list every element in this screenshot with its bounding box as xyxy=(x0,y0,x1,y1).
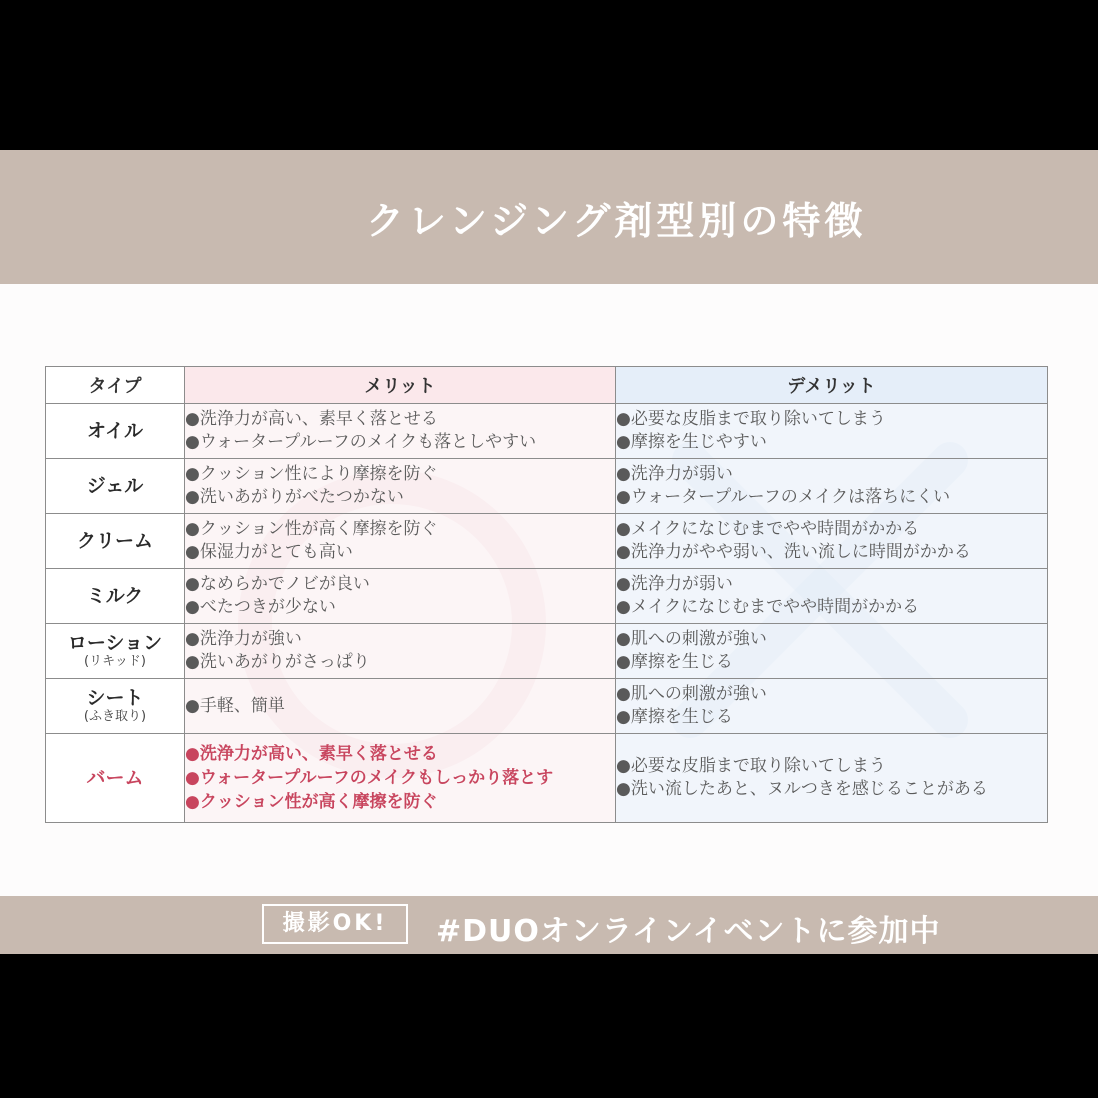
merit-cell xyxy=(185,624,616,679)
merit-item: ●手軽、簡単 xyxy=(185,695,285,716)
table-row-milk xyxy=(46,569,1048,624)
demerit-item: ●必要な皮脂まで取り除いてしまう xyxy=(616,756,886,776)
type-sublabel: (ふき取り) xyxy=(83,709,147,724)
demerit-item: ●洗い流したあと、ヌルつきを感じることがある xyxy=(616,779,988,799)
slide-title: クレンジング剤型別の特徴 xyxy=(366,199,867,243)
merit-item: ●保湿力がとても高い xyxy=(185,542,353,562)
type-sublabel: (リキッド) xyxy=(84,654,146,669)
photo-ok-badge: 撮影OK! xyxy=(262,904,408,944)
type-cell xyxy=(46,569,185,624)
type-cell xyxy=(46,459,185,514)
demerit-cell xyxy=(616,459,1048,514)
demerit-item: ●摩擦を生じる xyxy=(616,707,733,727)
demerit-item: ●肌への刺激が強い xyxy=(616,629,767,649)
demerit-cell xyxy=(616,734,1048,823)
type-cell xyxy=(46,624,185,679)
type-label: クリーム xyxy=(76,530,153,552)
merit-item: ●洗浄力が強い xyxy=(185,629,302,649)
merit-item: ●クッション性が高く摩擦を防ぐ xyxy=(185,792,438,812)
type-cell xyxy=(46,734,185,823)
table-row-oil xyxy=(46,404,1048,459)
merit-item: ●洗浄力が高い、素早く落とせる xyxy=(185,409,438,429)
merit-item: ●洗浄力が高い、素早く落とせる xyxy=(185,744,438,764)
event-hashtag: #DUOオンラインイベントに参加中 xyxy=(436,914,941,949)
table-row-sheet xyxy=(46,679,1048,734)
merit-item: ●クッション性により摩擦を防ぐ xyxy=(185,464,438,484)
type-cell xyxy=(46,404,185,459)
merit-item: ●なめらかでノビが良い xyxy=(185,574,370,594)
merit-cell xyxy=(185,679,616,734)
demerit-item: ●摩擦を生じる xyxy=(616,652,733,672)
merit-item: ●クッション性が高く摩擦を防ぐ xyxy=(185,519,438,539)
table-header-row xyxy=(46,367,1048,404)
footer-band xyxy=(0,896,1098,954)
slide xyxy=(0,150,1098,954)
demerit-item: ●必要な皮脂まで取り除いてしまう xyxy=(616,409,886,429)
demerit-cell xyxy=(616,679,1048,734)
header-demerit: デメリット xyxy=(616,367,1048,404)
demerit-cell xyxy=(616,569,1048,624)
table-row-cream xyxy=(46,514,1048,569)
type-label: オイル xyxy=(86,420,144,442)
demerit-item: ●洗浄力がやや弱い、洗い流しに時間がかかる xyxy=(616,542,971,562)
header-merit: メリット xyxy=(185,367,616,404)
merit-cell xyxy=(185,404,616,459)
merit-cell xyxy=(185,734,616,823)
type-cell xyxy=(46,514,185,569)
merit-item: ●洗いあがりがべたつかない xyxy=(185,487,404,507)
header-type: タイプ xyxy=(46,367,185,404)
demerit-item: ●摩擦を生じやすい xyxy=(616,432,767,452)
title-band xyxy=(0,150,1098,284)
demerit-item: ●洗浄力が弱い xyxy=(616,464,733,484)
merit-item: ●ウォータープルーフのメイクもしっかり落とす xyxy=(185,768,554,788)
demerit-cell xyxy=(616,624,1048,679)
type-label: ローション xyxy=(67,632,163,654)
demerit-item: ●メイクになじむまでやや時間がかかる xyxy=(616,597,920,617)
table-row-gel xyxy=(46,459,1048,514)
type-label: ミルク xyxy=(86,585,144,607)
cleansing-features-table xyxy=(45,366,1048,823)
merit-cell xyxy=(185,459,616,514)
merit-item: ●ウォータープルーフのメイクも落としやすい xyxy=(185,432,537,452)
demerit-item: ●メイクになじむまでやや時間がかかる xyxy=(616,519,920,539)
demerit-cell xyxy=(616,514,1048,569)
table-row-balm xyxy=(46,734,1048,823)
type-cell xyxy=(46,679,185,734)
demerit-item: ●洗浄力が弱い xyxy=(616,574,733,594)
demerit-item: ●ウォータープルーフのメイクは落ちにくい xyxy=(616,487,951,507)
type-label: ジェル xyxy=(86,475,144,497)
merit-item: ●べたつきが少ない xyxy=(185,597,336,617)
demerit-cell xyxy=(616,404,1048,459)
type-label: シート xyxy=(86,687,144,709)
table-row-lotion xyxy=(46,624,1048,679)
merit-item: ●洗いあがりがさっぱり xyxy=(185,652,370,672)
demerit-item: ●肌への刺激が強い xyxy=(616,684,767,704)
type-label: バーム xyxy=(86,767,144,789)
merit-cell xyxy=(185,569,616,624)
merit-cell xyxy=(185,514,616,569)
